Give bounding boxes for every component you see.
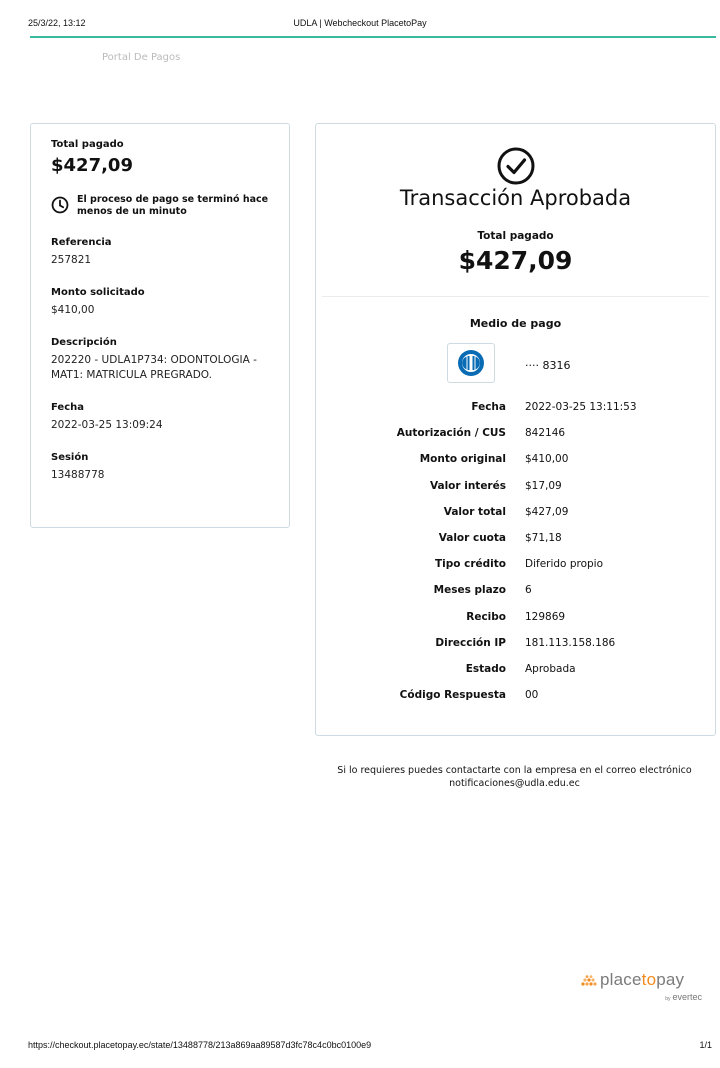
detail-row [316, 558, 715, 584]
field-label: Fecha [51, 402, 85, 413]
field-value: 257821 [51, 254, 92, 266]
contact-text: Si lo requieres puedes contactarte con la empresa en el correo electrónico [337, 765, 692, 776]
brand-pay: pay [656, 970, 685, 989]
brand-to: to [641, 970, 657, 989]
summary-field-monto-solicitado [51, 287, 277, 318]
detail-row [316, 453, 715, 479]
print-url: https://checkout.placetopay.ec/state/13488778/213a869aa89587d3fc78c4c0bc0100e9 [28, 1040, 372, 1050]
field-label: Descripción [51, 337, 117, 348]
print-title: UDLA | Webcheckout PlacetoPay [293, 18, 427, 28]
detail-value: 181.113.158.186 [525, 636, 616, 649]
evertec-byline [665, 992, 702, 1002]
detail-label: Valor cuota [438, 531, 506, 544]
detail-row [316, 506, 715, 532]
masked-card-number: ···· 8316 [525, 359, 571, 372]
diners-club-icon [453, 349, 489, 377]
detail-label: Dirección IP [435, 636, 506, 649]
detail-label: Autorización / CUS [396, 427, 506, 440]
transaction-total-label: Total pagado [477, 230, 554, 242]
detail-label: Valor total [443, 505, 506, 518]
detail-row [316, 584, 715, 610]
contact-info [315, 764, 714, 790]
brand-evertec: evertec [672, 992, 702, 1002]
detail-value: 6 [525, 584, 532, 597]
summary-field-sesion [51, 452, 277, 483]
divider [322, 296, 709, 297]
field-value: 13488778 [51, 469, 105, 481]
check-circle-icon [496, 146, 536, 186]
detail-value: 00 [525, 689, 539, 702]
field-value: 202220 - UDLA1P734: ODONTOLOGIA - MAT1: MATRICULA PREGRADO. [51, 354, 257, 381]
detail-row [316, 532, 715, 558]
check-circle-icon-wrap [316, 146, 715, 190]
detail-row [316, 663, 715, 689]
placetopay-logo [580, 972, 704, 1006]
detail-label: Recibo [466, 610, 506, 623]
detail-label: Fecha [471, 401, 506, 413]
detail-value: $410,00 [525, 453, 569, 466]
field-value: 2022-03-25 13:09:24 [51, 419, 163, 431]
payment-summary-card [30, 123, 290, 528]
field-label: Referencia [51, 237, 112, 248]
transaction-detail-card [315, 123, 716, 736]
detail-value: $17,09 [525, 479, 562, 492]
transaction-detail-list [316, 401, 715, 715]
detail-label: Tipo crédito [434, 558, 506, 571]
print-header [28, 18, 692, 32]
card-brand-logo [447, 343, 495, 383]
detail-label: Monto original [419, 453, 506, 466]
detail-label: Meses plazo [433, 584, 506, 597]
summary-field-referencia [51, 237, 277, 268]
detail-label: Valor interés [429, 479, 506, 492]
detail-value: 129869 [525, 610, 566, 623]
portal-logo-alt-text: Portal De Pagos [102, 52, 181, 63]
summary-total-value: $427,09 [51, 155, 133, 176]
transaction-status-title: Transacción Aprobada [399, 186, 632, 210]
detail-label: Código Respuesta [399, 689, 506, 702]
detail-value: $71,18 [525, 531, 562, 544]
completion-notice-text: El proceso de pago se terminó hace menos de un minuto [77, 194, 269, 217]
detail-value: $427,09 [525, 505, 569, 518]
detail-row [316, 689, 715, 715]
detail-value: Aprobada [525, 662, 576, 675]
print-page-number: 1/1 [699, 1040, 712, 1050]
brand-place: place [600, 970, 642, 989]
transaction-total-value: $427,09 [458, 246, 573, 275]
detail-row [316, 401, 715, 427]
detail-label: Estado [465, 662, 506, 675]
field-label: Monto solicitado [51, 287, 145, 298]
summary-total-label: Total pagado [51, 139, 124, 150]
detail-value: 2022-03-25 13:11:53 [525, 401, 637, 413]
placetopay-wordmark [600, 970, 684, 990]
detail-row [316, 480, 715, 506]
print-date: 25/3/22, 13:12 [28, 18, 86, 28]
detail-row [316, 637, 715, 663]
payment-method-label: Medio de pago [469, 317, 562, 330]
brand-by: by [665, 996, 671, 1002]
field-label: Sesión [51, 452, 89, 463]
detail-value: 842146 [525, 427, 566, 440]
detail-row [316, 427, 715, 453]
placetopay-dots-icon [580, 975, 598, 987]
completion-notice [51, 194, 277, 218]
clock-icon [51, 196, 69, 214]
field-value: $410,00 [51, 304, 95, 316]
detail-value: Diferido propio [525, 558, 604, 571]
header-accent-line [30, 36, 716, 38]
detail-row [316, 611, 715, 637]
contact-email[interactable]: notificaciones@udla.edu.ec [449, 778, 580, 789]
summary-field-descripcion [51, 337, 277, 383]
summary-field-fecha [51, 402, 277, 433]
